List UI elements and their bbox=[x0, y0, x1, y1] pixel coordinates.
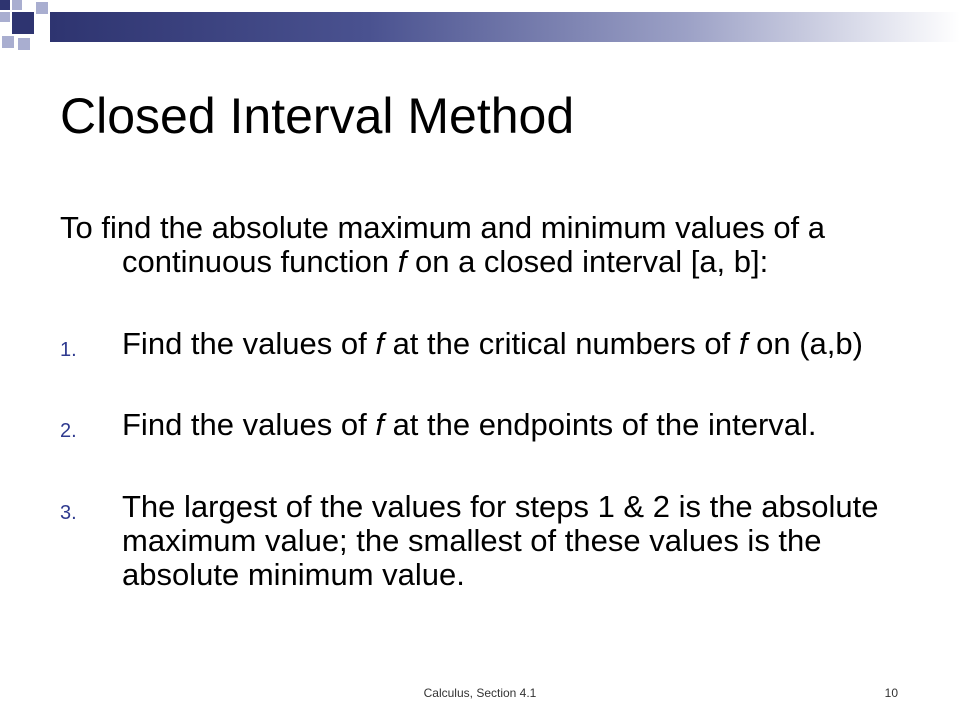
intro-function-f: f bbox=[397, 244, 407, 279]
footer-course: Calculus, Section 4.1 bbox=[423, 686, 537, 700]
header-gradient-bar bbox=[50, 12, 960, 42]
step-text-part: at the critical numbers of bbox=[383, 326, 739, 361]
decor-square-3 bbox=[0, 12, 10, 22]
decor-square-7 bbox=[18, 38, 30, 50]
step-text bbox=[122, 327, 912, 361]
intro-text-after: on a closed interval [a, b]: bbox=[406, 244, 769, 279]
decor-square-6 bbox=[2, 36, 14, 48]
step-text: The largest of the values for steps 1 & 2 is the absolute maximum value; the smallest of these values is the absolute minimum value. bbox=[122, 489, 879, 592]
step-text-part: Find the values of bbox=[122, 326, 376, 361]
intro-text-before: To find the absolute maximum and minimum values of a continuous function bbox=[60, 210, 826, 279]
intro-paragraph bbox=[60, 211, 960, 279]
step-text-part: at the endpoints of the interval. bbox=[383, 407, 817, 442]
decor-square-4 bbox=[12, 12, 34, 34]
step-number: 3. bbox=[60, 502, 77, 524]
footer-page-number: 10 bbox=[884, 686, 898, 700]
slide-title: Closed Interval Method bbox=[60, 88, 575, 144]
decor-square-1 bbox=[0, 0, 10, 10]
step-function-f: f bbox=[738, 326, 748, 361]
step-function-f: f bbox=[375, 407, 384, 442]
step-text-part: on (a,b) bbox=[747, 326, 863, 361]
step-function-f: f bbox=[375, 326, 384, 361]
step-text bbox=[122, 408, 912, 442]
decor-square-2 bbox=[12, 0, 22, 10]
step-text-part: Find the values of bbox=[122, 407, 376, 442]
step-number: 1. bbox=[60, 339, 77, 361]
decor-square-5 bbox=[36, 2, 48, 14]
step-number: 2. bbox=[60, 420, 77, 442]
